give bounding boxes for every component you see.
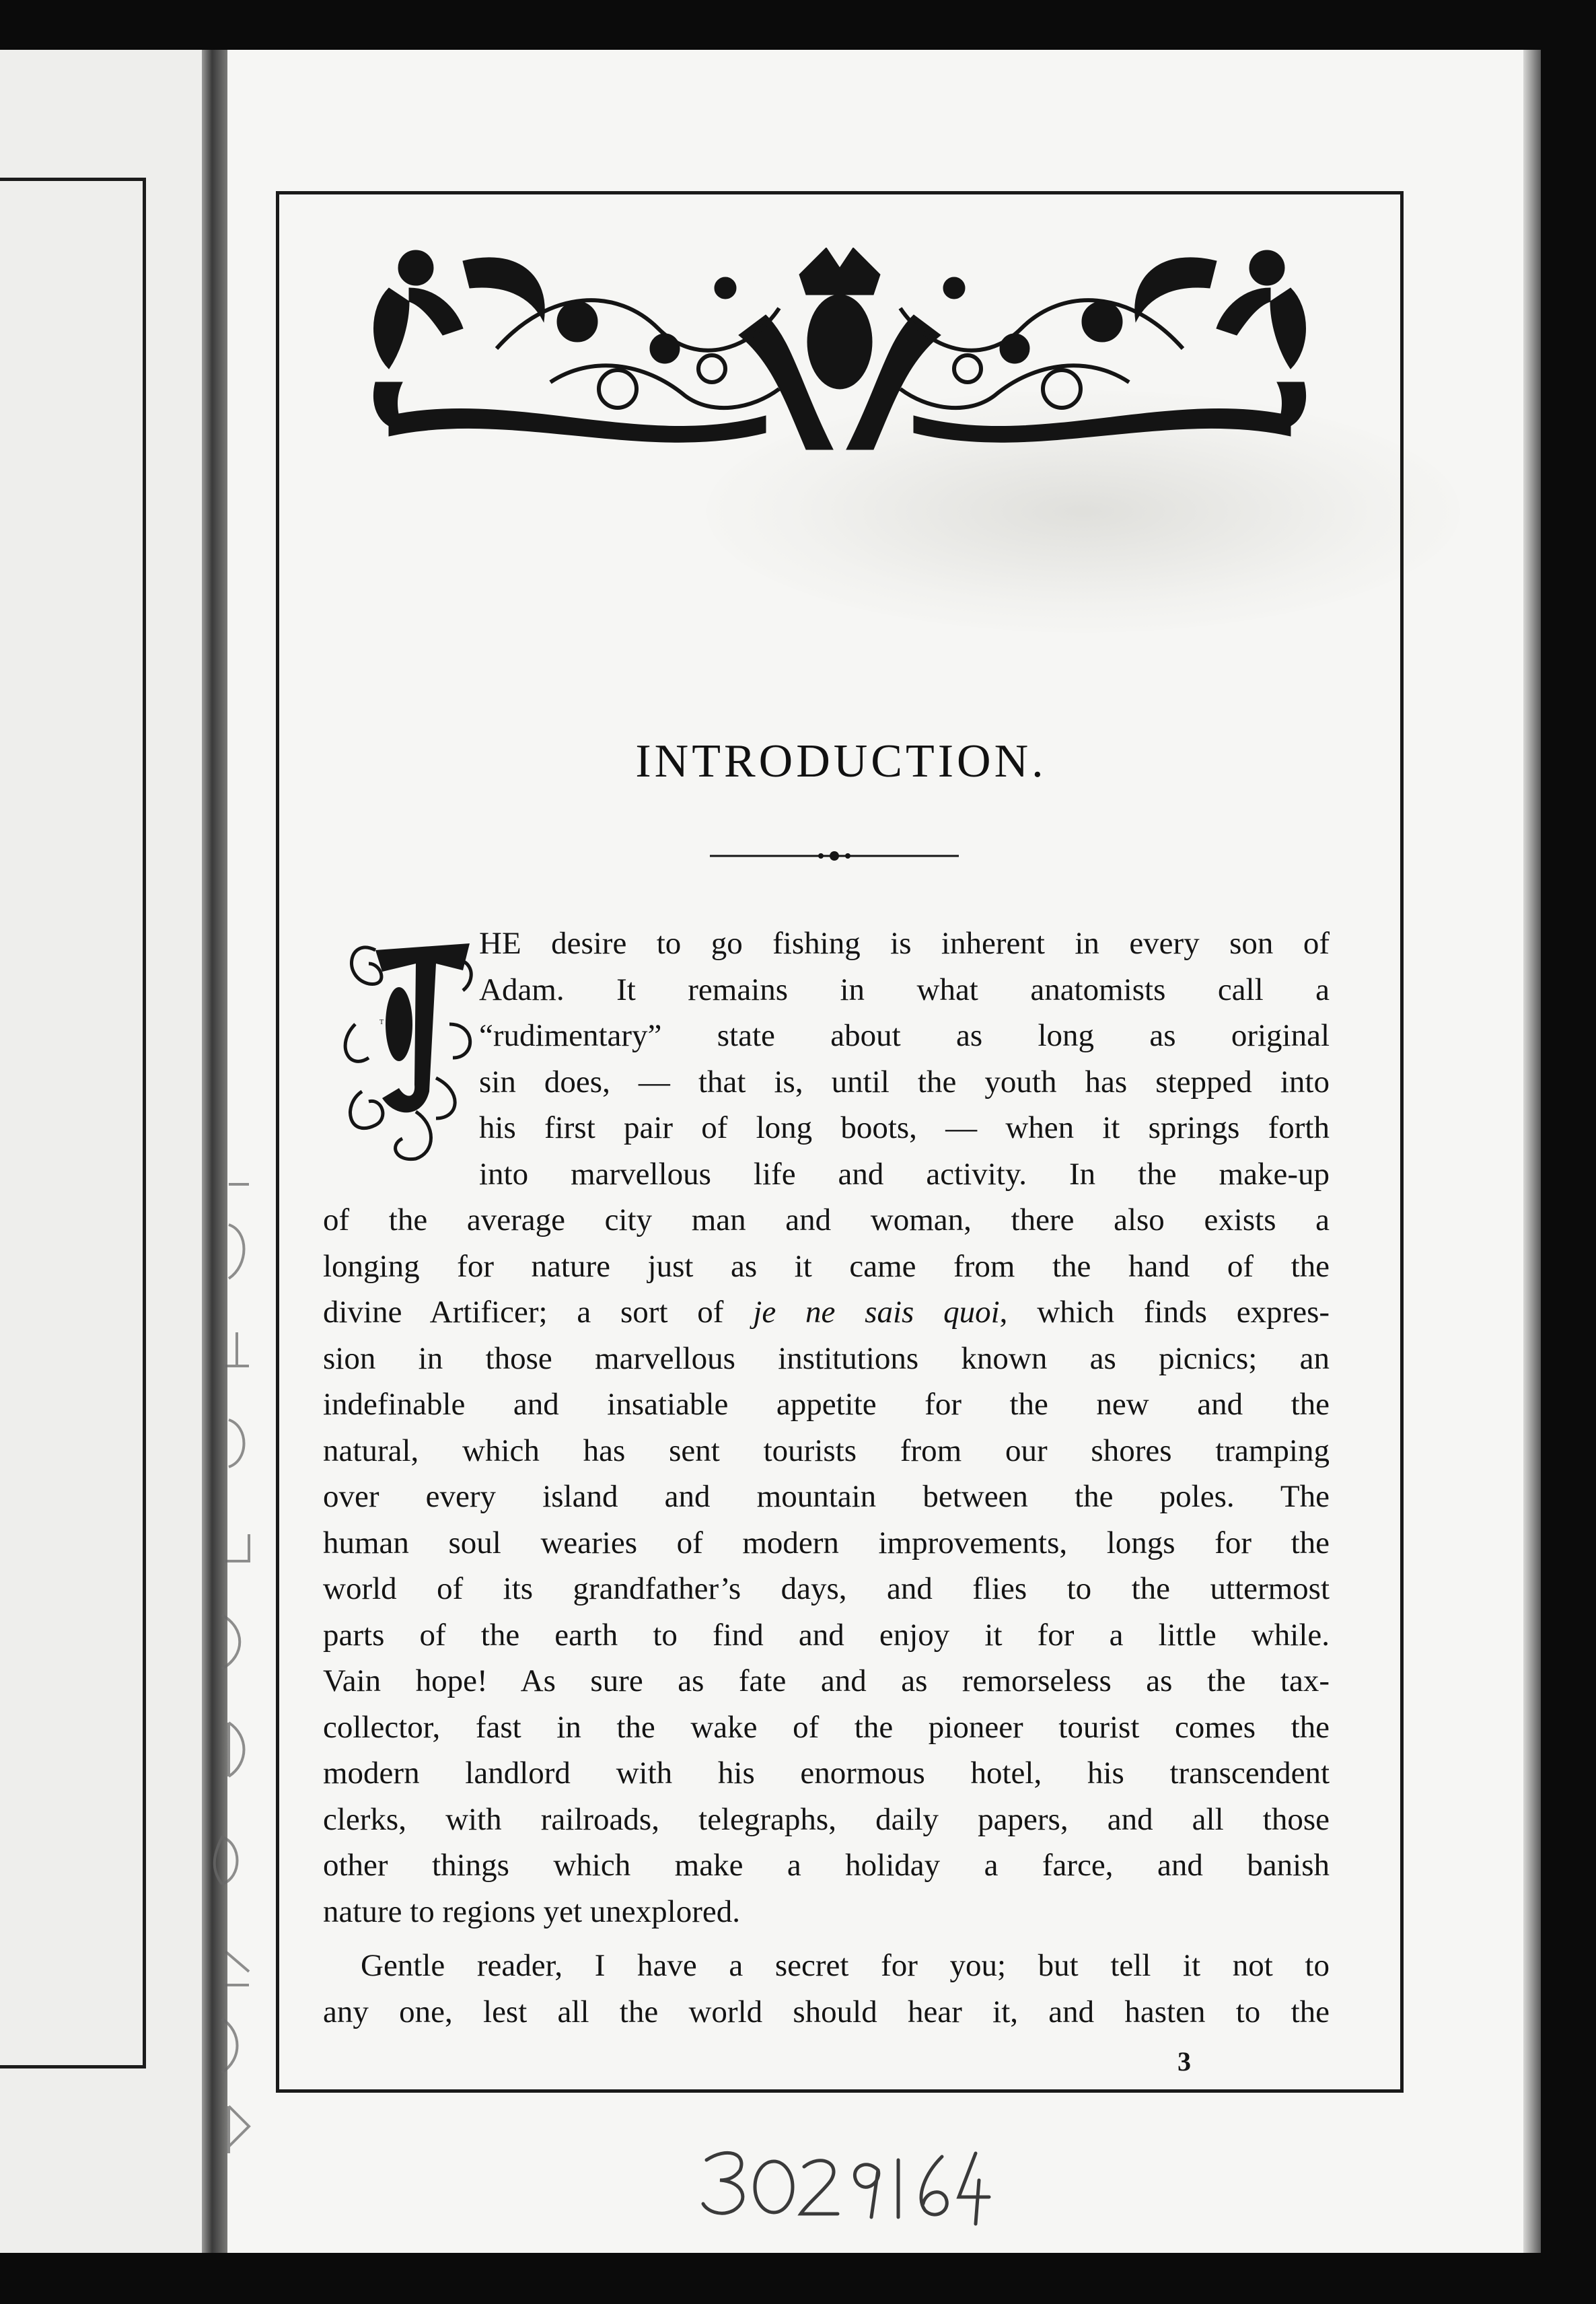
text-line: any one, lest all the world should hear it, and hasten to the xyxy=(323,1994,1330,2029)
text-line: sion in those marvellous institutions known as picnics; an xyxy=(323,1340,1330,1376)
text-line: Adam. It remains in what anatomists call a xyxy=(479,972,1330,1007)
page-number: 3 xyxy=(1177,2046,1191,2077)
text-segment: , which finds expres- xyxy=(999,1295,1330,1330)
text-line: of the average city man and woman, there also exists a xyxy=(323,1202,1330,1237)
text-line: indefinable and insatiable appetite for the new and the xyxy=(323,1387,1330,1422)
text-line: natural, which has sent tourists from our shores tramping xyxy=(323,1433,1330,1468)
text-line: Vain hope! As sure as fate and as remorseless as the tax- xyxy=(323,1663,1330,1698)
drop-cap-letter: T xyxy=(379,1019,384,1026)
text-line: clerks, with railroads, telegraphs, daily papers, and all those xyxy=(323,1801,1330,1837)
text-line: longing for nature just as it came from the hand of the xyxy=(323,1248,1330,1284)
text-line: sin does, — that is, until the youth has stepped into xyxy=(479,1064,1330,1100)
library-stamp xyxy=(202,1144,269,2180)
text-line: over every island and mountain between the poles. The xyxy=(323,1479,1330,1514)
body-text xyxy=(323,921,1330,2035)
text-line: into marvellous life and activity. In the make-up xyxy=(479,1156,1330,1192)
scan-border-bottom xyxy=(0,2253,1596,2304)
text-line: “rudimentary” state about as long as original xyxy=(479,1018,1330,1053)
ornamental-headpiece xyxy=(362,248,1317,464)
text-line: his first pair of long boots, — when it springs forth xyxy=(479,1110,1330,1145)
decorative-rule xyxy=(710,849,959,863)
text-line: parts of the earth to find and enjoy it for a little while. xyxy=(323,1617,1330,1653)
text-line: modern landlord with his enormous hotel, his transcendent xyxy=(323,1756,1330,1791)
text-segment: divine Artificer; a sort of xyxy=(323,1295,724,1330)
text-line: human soul wearies of modern improvements, longs for the xyxy=(323,1525,1330,1560)
text-line: collector, fast in the wake of the pioneer tourist comes the xyxy=(323,1709,1330,1745)
italic-phrase: je ne sais quoi xyxy=(753,1295,1000,1330)
text-line: world of its grandfather’s days, and flies to the uttermost xyxy=(323,1571,1330,1606)
text-line: HE desire to go fishing is inherent in every son of xyxy=(479,926,1330,961)
text-line xyxy=(323,1289,1330,1336)
text-line: nature to regions yet unexplored. xyxy=(323,1894,740,1929)
page-edge-shadow xyxy=(1523,50,1541,2253)
left-page-frame xyxy=(0,178,146,2068)
handwritten-accession-number xyxy=(693,2140,996,2234)
text-line: Gentle reader, I have a secret for you; but tell it not to xyxy=(361,1948,1330,1983)
page-title: INTRODUCTION. xyxy=(635,735,1047,787)
text-line: other things which make a holiday a farce, and banish xyxy=(323,1848,1330,1883)
scan-border-top xyxy=(0,0,1596,50)
